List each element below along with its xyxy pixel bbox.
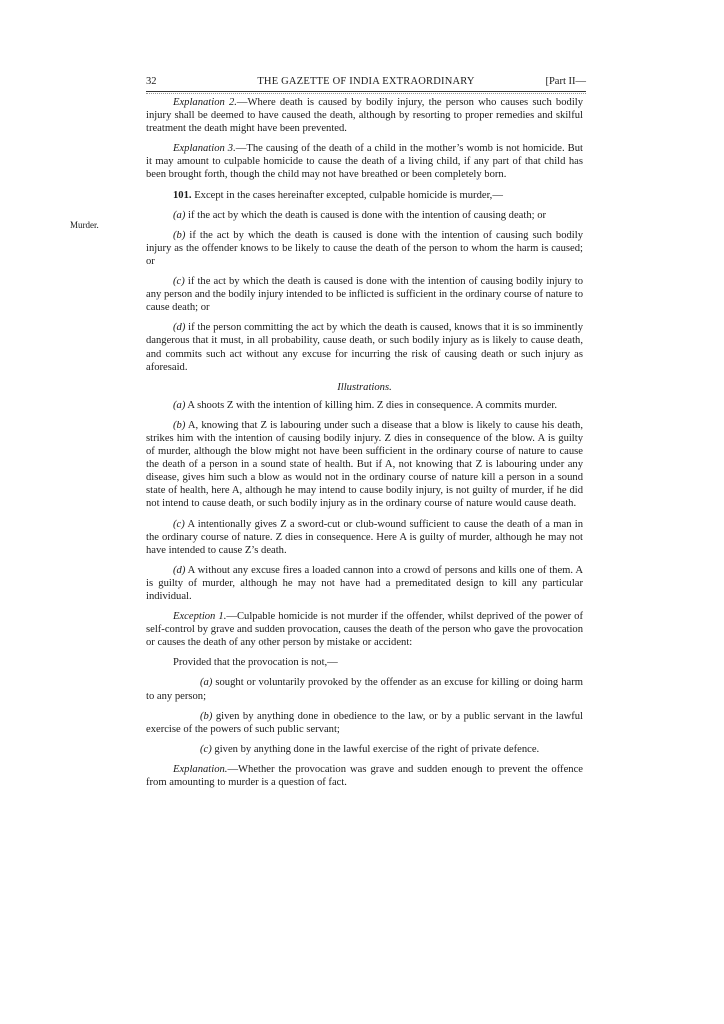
clause-b-text: if the act by which the death is caused is done with the intention of causing such bodily injury as the offender knows to be likely to cause the death of the person to whom the harm is caused; or <box>146 229 583 267</box>
illustration-b-label: (b) <box>173 419 186 431</box>
part-label: [Part II— <box>545 76 586 87</box>
gazette-title: THE GAZETTE OF INDIA EXTRAORDINARY <box>257 76 475 87</box>
illustration-d-label: (d) <box>173 564 186 576</box>
illustration-c <box>146 518 583 557</box>
illustration-c-label: (c) <box>173 518 185 530</box>
illustration-b-text: A, knowing that Z is labouring under such a disease that a blow is likely to cause his death, strikes him with the intention of causing bodily injury. Z dies in consequence of the blow. A is guilty of murder, although the blow might not have been sufficient in the ordinary course of nature to cause the death of a person in a sound state of health. But if A, not knowing that Z is labouring under any disease, gives him such a blow as would not in the ordinary course of nature kill a person in a sound state of health, here A, although he may intend to cause bodily injury, is not guilty of murder, if he did not intend to cause death, or such bodily injury as in the ordinary course of nature would cause death. <box>146 419 583 510</box>
section-number: 101. <box>173 189 192 201</box>
clause-d <box>146 321 583 373</box>
clause-c-text: if the act by which the death is caused is done with the intention of causing bodily injury to any person and the bodily injury intended to be inflicted is sufficient in the ordinary course of nature to cause death; or <box>146 276 583 314</box>
illustration-a <box>146 399 583 412</box>
margin-note: Murder. <box>70 220 99 230</box>
illustration-c-text: A intentionally gives Z a sword-cut or club-wound sufficient to cause the death of a man in the ordinary course of nature. Z dies in consequence. Here A is guilty of murder, although he may not have intended to cause Z’s death. <box>146 518 583 556</box>
header-rule <box>146 91 586 92</box>
clause-a-label: (a) <box>173 209 186 221</box>
explanation-2 <box>146 96 583 135</box>
clause-c <box>146 275 583 314</box>
illustrations-heading: Illustrations. <box>337 381 392 393</box>
proviso: Provided that the provocation is not,— <box>173 657 338 669</box>
exception-1 <box>146 610 583 649</box>
explanation-2-text: —Where death is caused by bodily injury, the person who causes such bodily injury shall be deemed to have caused the death, although by resorting to proper remedies and skilful treatment the death might have been prevented. <box>146 97 584 135</box>
header-rule-dotted <box>146 93 586 94</box>
exception-1-text: —Culpable homicide is not murder if the offender, whilst deprived of the power of self-control by grave and sudden provocation, causes the death of the person who gave the provocation or causes the death of any other person by mistake or accident: <box>146 611 583 649</box>
explanation-3-label: Explanation 3. <box>173 143 236 155</box>
clause-b-label: (b) <box>173 229 186 241</box>
page-number: 32 <box>146 76 157 87</box>
explanation-final-text: —Whether the provocation was grave and sudden enough to prevent the offence from amounting to murder is a question of fact. <box>146 763 583 789</box>
clause-c-label: (c) <box>173 276 185 288</box>
section-text: Except in the cases hereinafter excepted, culpable homicide is murder,— <box>191 189 503 201</box>
proviso-a-label: (a) <box>200 677 213 689</box>
explanation-final <box>146 763 583 789</box>
section-101 <box>146 189 583 202</box>
proviso-b-label: (b) <box>200 710 213 722</box>
clause-d-text: if the person committing the act by which the death is caused, knows that it is so imminently dangerous that it must, in all probability, cause death, or such bodily injury as is likely to cause death, and commits such act without any excuse for incurring the risk of causing death or such injury as aforesaid. <box>146 322 583 373</box>
illustration-d-text: A without any excuse fires a loaded cannon into a crowd of persons and kills one of them. A is guilty of murder, although he may not have had a premeditated design to kill any particular individual. <box>146 564 583 602</box>
proviso-a <box>146 676 583 702</box>
explanation-final-label: Explanation. <box>173 763 228 775</box>
proviso-c-text: given by anything done in the lawful exercise of the right of private defence. <box>211 743 540 755</box>
exception-1-label: Exception 1. <box>173 611 227 623</box>
clause-a-text: if the act by which the death is caused is done with the intention of causing death; or <box>185 209 547 221</box>
proviso-c-label: (c) <box>200 743 212 755</box>
proviso-a-text: sought or voluntarily provoked by the offender as an excuse for killing or doing harm to any person; <box>146 677 583 702</box>
illustration-a-text: A shoots Z with the intention of killing him. Z dies in consequence. A commits murder. <box>185 399 557 411</box>
document-body <box>146 96 583 796</box>
illustration-a-label: (a) <box>173 399 186 411</box>
clause-d-label: (d) <box>173 322 186 334</box>
proviso-b-text: given by anything done in obedience to the law, or by a public servant in the lawful exercise of the powers of such public servant; <box>146 710 583 735</box>
explanation-3-text: —The causing of the death of a child in the mother’s womb is not homicide. But it may amount to culpable homicide to cause the death of a living child, if any part of that child has been brought forth, though the child may not have breathed or been completely born. <box>146 143 583 181</box>
explanation-2-label: Explanation 2. <box>173 97 237 108</box>
clause-a <box>146 209 583 222</box>
illustration-d <box>146 564 583 603</box>
explanation-3 <box>146 142 583 181</box>
proviso-b <box>146 710 583 736</box>
illustration-b <box>146 419 583 511</box>
clause-b <box>146 229 583 268</box>
page-header <box>146 76 586 92</box>
proviso-c <box>146 743 583 756</box>
